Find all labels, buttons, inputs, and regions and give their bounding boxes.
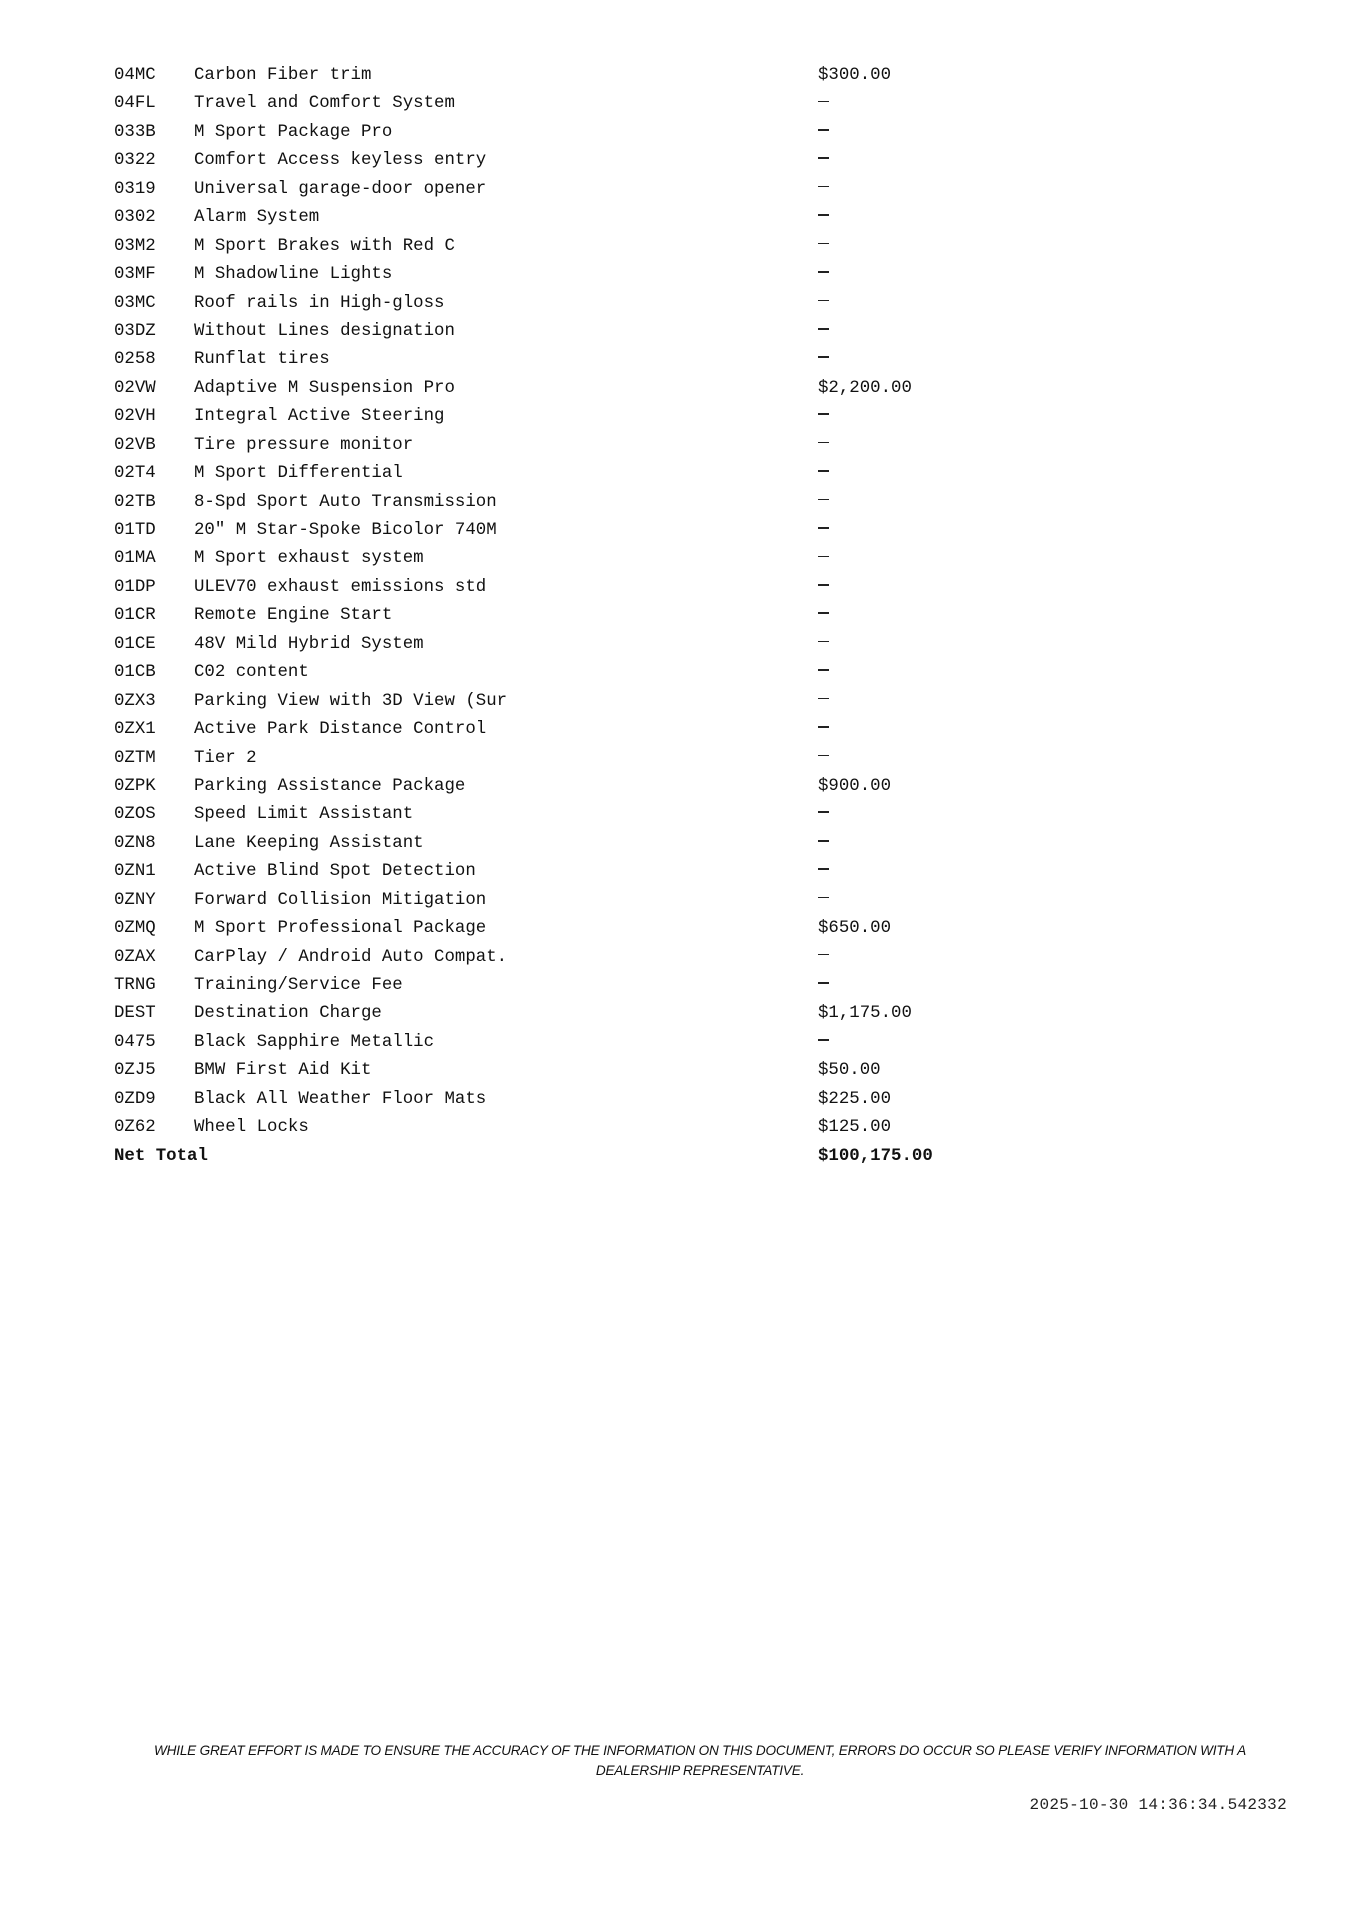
option-price bbox=[818, 631, 829, 659]
option-code: 0322 bbox=[114, 151, 156, 171]
no-charge-dash-icon bbox=[818, 527, 829, 529]
option-description: 8-Spd Sport Auto Transmission bbox=[194, 492, 497, 512]
no-charge-dash-icon bbox=[818, 186, 829, 188]
line-item-row bbox=[114, 574, 1014, 602]
option-price bbox=[818, 176, 829, 204]
option-code: 0ZTM bbox=[114, 748, 156, 768]
option-code: 04MC bbox=[114, 66, 156, 85]
line-item-row bbox=[114, 489, 1014, 517]
option-price bbox=[818, 944, 829, 972]
option-description: ULEV70 exhaust emissions std bbox=[194, 577, 487, 597]
disclaimer-line-1: WHILE GREAT EFFORT IS MADE TO ENSURE THE ACCURACY OF THE INFORMATION ON THIS DOCUMENT, ERRORS DO OCCUR SO PLEASE VERIFY INFORMATION WITH A bbox=[154, 1743, 1246, 1758]
line-item-row bbox=[114, 773, 1014, 801]
line-item-row bbox=[114, 119, 1014, 147]
line-item-row bbox=[114, 1086, 1014, 1114]
option-description: 20" M Star-Spoke Bicolor 740M bbox=[194, 521, 497, 540]
line-item-row bbox=[114, 233, 1014, 261]
disclaimer-line-2: DEALERSHIP REPRESENTATIVE. bbox=[595, 1763, 805, 1778]
option-description: Destination Charge bbox=[194, 1004, 382, 1024]
option-code: 02VH bbox=[114, 407, 156, 427]
no-charge-dash-icon bbox=[818, 470, 829, 472]
option-price bbox=[818, 659, 829, 687]
line-item-row bbox=[114, 147, 1014, 175]
line-item-row bbox=[114, 290, 1014, 318]
option-price bbox=[818, 545, 829, 573]
option-description: Training/Service Fee bbox=[194, 976, 403, 995]
line-item-row bbox=[114, 204, 1014, 232]
line-item-row bbox=[114, 972, 1014, 1000]
option-description: Travel and Comfort System bbox=[194, 94, 455, 114]
option-code: 03M2 bbox=[114, 236, 156, 256]
option-code: 0475 bbox=[114, 1032, 156, 1052]
no-charge-dash-icon bbox=[818, 442, 829, 444]
option-code: 03MC bbox=[114, 293, 156, 313]
option-price bbox=[818, 602, 829, 630]
option-description: C02 content bbox=[194, 663, 309, 683]
option-description: Remote Engine Start bbox=[194, 606, 393, 626]
option-price: $900.00 bbox=[818, 776, 892, 796]
option-code: 0ZD9 bbox=[114, 1089, 156, 1109]
option-description: Lane Keeping Assistant bbox=[194, 833, 424, 853]
no-charge-dash-icon bbox=[818, 840, 829, 842]
option-price bbox=[818, 745, 829, 773]
option-price bbox=[818, 432, 829, 460]
net-total-row bbox=[114, 1143, 1014, 1171]
option-code: 0319 bbox=[114, 179, 156, 199]
line-item-row bbox=[114, 745, 1014, 773]
line-item-row bbox=[114, 318, 1014, 346]
option-description: Comfort Access keyless entry bbox=[194, 151, 487, 171]
disclaimer bbox=[120, 1741, 1280, 1781]
option-price: $1,175.00 bbox=[818, 1004, 912, 1024]
line-item-row bbox=[114, 1029, 1014, 1057]
option-description: M Shadowline Lights bbox=[194, 265, 393, 285]
option-description: Parking View with 3D View (Sur bbox=[194, 691, 508, 711]
option-price bbox=[818, 147, 829, 175]
option-code: 01DP bbox=[114, 577, 156, 597]
option-code: 0ZJ5 bbox=[114, 1061, 156, 1081]
option-code: 03MF bbox=[114, 265, 156, 285]
no-charge-dash-icon bbox=[818, 300, 829, 302]
no-charge-dash-icon bbox=[818, 157, 829, 159]
option-description: Universal garage-door opener bbox=[194, 179, 487, 199]
option-price bbox=[818, 887, 829, 915]
line-item-row bbox=[114, 830, 1014, 858]
no-charge-dash-icon bbox=[818, 641, 829, 643]
option-description: M Sport exhaust system bbox=[194, 549, 424, 569]
line-item-row bbox=[114, 432, 1014, 460]
no-charge-dash-icon bbox=[818, 612, 829, 614]
option-description: Parking Assistance Package bbox=[194, 776, 466, 796]
option-code: 0ZN8 bbox=[114, 833, 156, 853]
option-description: M Sport Package Pro bbox=[194, 122, 393, 142]
no-charge-dash-icon bbox=[818, 556, 829, 558]
option-price bbox=[818, 346, 829, 374]
option-price bbox=[818, 858, 829, 886]
option-price bbox=[818, 119, 829, 147]
option-code: 0ZPK bbox=[114, 776, 156, 796]
option-code: 0ZX1 bbox=[114, 720, 156, 740]
no-charge-dash-icon bbox=[818, 328, 829, 330]
no-charge-dash-icon bbox=[818, 243, 829, 245]
line-item-row bbox=[114, 688, 1014, 716]
option-price bbox=[818, 318, 829, 346]
no-charge-dash-icon bbox=[818, 669, 829, 671]
option-price bbox=[818, 688, 829, 716]
option-description: Integral Active Steering bbox=[194, 407, 445, 427]
line-item-row bbox=[114, 915, 1014, 943]
option-code: 01TD bbox=[114, 521, 156, 540]
option-price bbox=[818, 517, 829, 545]
no-charge-dash-icon bbox=[818, 868, 829, 870]
option-code: 0ZX3 bbox=[114, 691, 156, 711]
option-description: Black All Weather Floor Mats bbox=[194, 1089, 487, 1109]
option-price bbox=[818, 403, 829, 431]
option-description: Tier 2 bbox=[194, 748, 257, 768]
no-charge-dash-icon bbox=[818, 897, 829, 899]
no-charge-dash-icon bbox=[818, 101, 829, 103]
option-code: 01CB bbox=[114, 663, 156, 683]
option-code: 0258 bbox=[114, 350, 156, 370]
line-item-row bbox=[114, 716, 1014, 744]
no-charge-dash-icon bbox=[818, 954, 829, 956]
no-charge-dash-icon bbox=[818, 356, 829, 358]
option-description: Carbon Fiber trim bbox=[194, 66, 372, 85]
no-charge-dash-icon bbox=[818, 584, 829, 586]
option-price bbox=[818, 574, 829, 602]
line-item-row bbox=[114, 858, 1014, 886]
option-code: 0ZNY bbox=[114, 890, 156, 910]
option-code: 03DZ bbox=[114, 321, 156, 341]
option-description: Tire pressure monitor bbox=[194, 435, 414, 455]
option-code: 01MA bbox=[114, 549, 156, 569]
net-total-label: Net Total bbox=[114, 1146, 208, 1166]
line-item-row bbox=[114, 1114, 1014, 1142]
option-description: CarPlay / Android Auto Compat. bbox=[194, 947, 508, 967]
option-description: M Sport Professional Package bbox=[194, 919, 487, 939]
no-charge-dash-icon bbox=[818, 214, 829, 216]
option-description: Forward Collision Mitigation bbox=[194, 890, 487, 910]
line-item-row bbox=[114, 659, 1014, 687]
line-item-row bbox=[114, 517, 1014, 545]
option-price bbox=[818, 972, 829, 1000]
option-price: $300.00 bbox=[818, 66, 892, 85]
no-charge-dash-icon bbox=[818, 811, 829, 813]
line-item-row bbox=[114, 62, 1014, 90]
line-item-row bbox=[114, 403, 1014, 431]
line-item-row bbox=[114, 176, 1014, 204]
option-code: DEST bbox=[114, 1004, 156, 1024]
option-description: M Sport Differential bbox=[194, 464, 403, 484]
no-charge-dash-icon bbox=[818, 982, 829, 984]
option-code: 02T4 bbox=[114, 464, 156, 484]
option-price bbox=[818, 1029, 829, 1057]
line-item-row bbox=[114, 460, 1014, 488]
line-item-row bbox=[114, 261, 1014, 289]
option-price: $50.00 bbox=[818, 1061, 881, 1081]
option-price: $2,200.00 bbox=[818, 378, 912, 398]
option-price bbox=[818, 204, 829, 232]
no-charge-dash-icon bbox=[818, 755, 829, 757]
no-charge-dash-icon bbox=[818, 698, 829, 700]
line-item-row bbox=[114, 545, 1014, 573]
option-description: Runflat tires bbox=[194, 350, 330, 370]
line-item-row bbox=[114, 90, 1014, 118]
option-description: Without Lines designation bbox=[194, 321, 455, 341]
line-item-row bbox=[114, 375, 1014, 403]
option-code: 0ZN1 bbox=[114, 862, 156, 882]
no-charge-dash-icon bbox=[818, 413, 829, 415]
option-price bbox=[818, 489, 829, 517]
option-price bbox=[818, 716, 829, 744]
no-charge-dash-icon bbox=[818, 129, 829, 131]
option-code: 0ZOS bbox=[114, 805, 156, 825]
option-code: 02VB bbox=[114, 435, 156, 455]
no-charge-dash-icon bbox=[818, 271, 829, 273]
option-price: $225.00 bbox=[818, 1089, 892, 1109]
option-code: 01CR bbox=[114, 606, 156, 626]
option-price bbox=[818, 233, 829, 261]
option-description: Black Sapphire Metallic bbox=[194, 1032, 435, 1052]
line-item-row bbox=[114, 602, 1014, 630]
line-items-list bbox=[114, 62, 1014, 1171]
option-description: Speed Limit Assistant bbox=[194, 805, 414, 825]
option-price bbox=[818, 290, 829, 318]
option-description: Active Blind Spot Detection bbox=[194, 862, 476, 882]
option-price bbox=[818, 830, 829, 858]
option-description: Alarm System bbox=[194, 208, 320, 228]
option-code: 01CE bbox=[114, 634, 156, 654]
option-description: Active Park Distance Control bbox=[194, 720, 487, 740]
option-price: $125.00 bbox=[818, 1118, 892, 1138]
option-price bbox=[818, 90, 829, 118]
net-total-value: $100,175.00 bbox=[818, 1146, 933, 1166]
option-description: Roof rails in High-gloss bbox=[194, 293, 445, 313]
line-item-row bbox=[114, 346, 1014, 374]
option-code: 033B bbox=[114, 122, 156, 142]
option-description: 48V Mild Hybrid System bbox=[194, 634, 424, 654]
option-price bbox=[818, 261, 829, 289]
option-price bbox=[818, 460, 829, 488]
line-item-row bbox=[114, 887, 1014, 915]
option-code: 02VW bbox=[114, 378, 156, 398]
option-description: Wheel Locks bbox=[194, 1118, 309, 1138]
no-charge-dash-icon bbox=[818, 499, 829, 501]
option-description: BMW First Aid Kit bbox=[194, 1061, 372, 1081]
option-code: TRNG bbox=[114, 976, 156, 995]
option-description: M Sport Brakes with Red C bbox=[194, 236, 455, 256]
line-item-row bbox=[114, 1000, 1014, 1028]
option-code: 0Z62 bbox=[114, 1118, 156, 1138]
no-charge-dash-icon bbox=[818, 726, 829, 728]
option-price: $650.00 bbox=[818, 919, 892, 939]
option-code: 02TB bbox=[114, 492, 156, 512]
option-code: 04FL bbox=[114, 94, 156, 114]
option-description: Adaptive M Suspension Pro bbox=[194, 378, 455, 398]
option-code: 0302 bbox=[114, 208, 156, 228]
line-item-row bbox=[114, 801, 1014, 829]
line-item-row bbox=[114, 944, 1014, 972]
option-code: 0ZAX bbox=[114, 947, 156, 967]
no-charge-dash-icon bbox=[818, 1039, 829, 1041]
line-item-row bbox=[114, 1057, 1014, 1085]
print-timestamp: 2025-10-30 14:36:34.542332 bbox=[1029, 1796, 1287, 1814]
option-code: 0ZMQ bbox=[114, 919, 156, 939]
option-price bbox=[818, 801, 829, 829]
line-item-row bbox=[114, 631, 1014, 659]
